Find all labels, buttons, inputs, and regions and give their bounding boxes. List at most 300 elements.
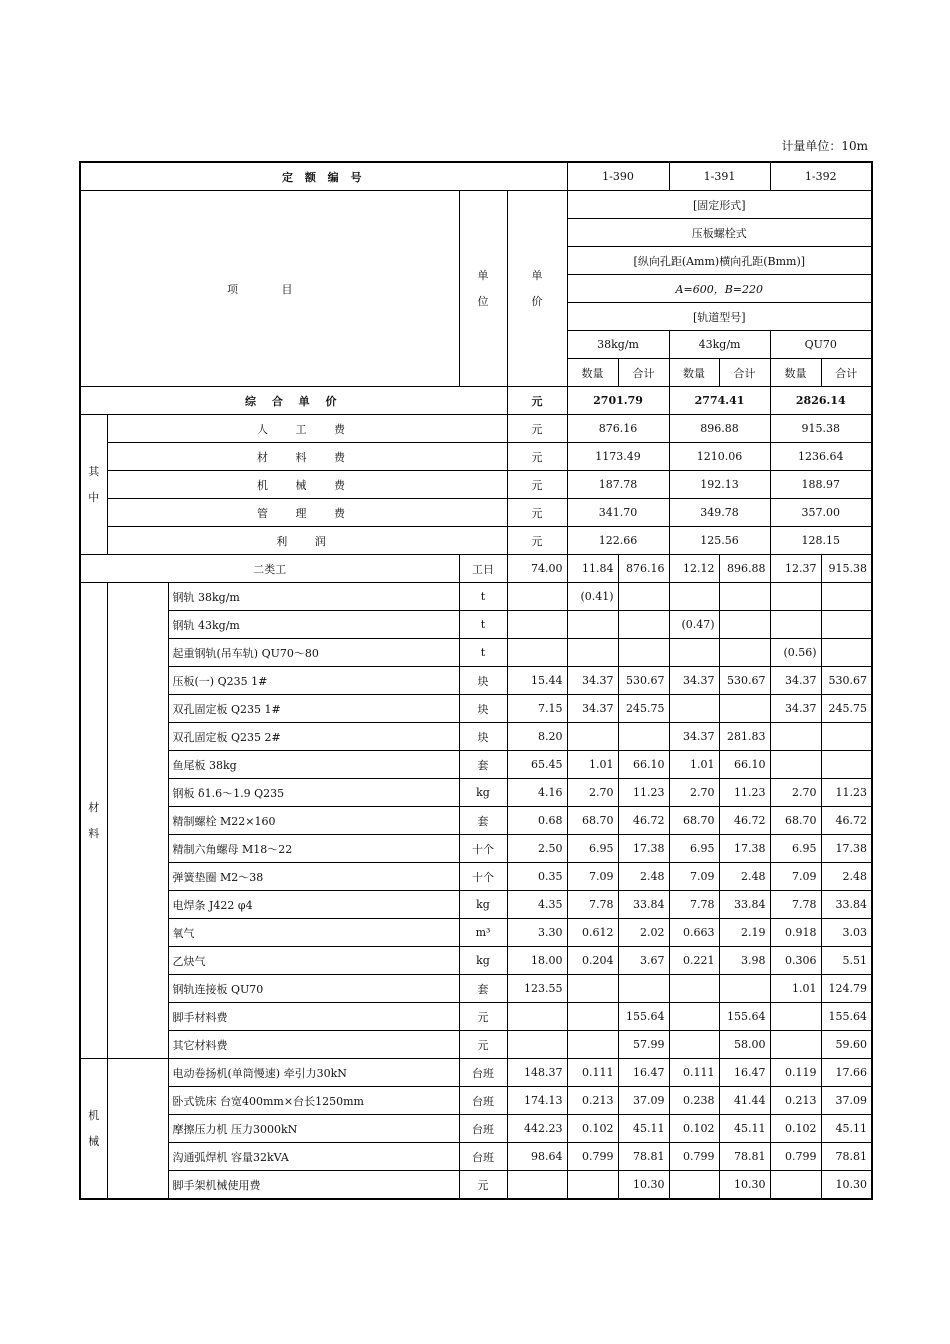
machinery-row [80,1115,872,1143]
materials-row [80,723,872,751]
sum-header: 合计 [719,359,770,387]
labor-cell: 876.16 [618,555,669,583]
materials-unit: 十个 [459,863,507,891]
materials-cell: 7.78 [567,891,618,919]
materials-unit: 元 [459,1031,507,1059]
materials-cell: 59.60 [821,1031,872,1059]
machinery-cell: 17.66 [821,1059,872,1087]
unit-header-char-1: 单 [477,268,489,282]
materials-name: 起重钢轨(吊车轨) QU70～80 [168,639,459,667]
qty-header: 数量 [770,359,821,387]
composite-price-row [80,387,872,415]
machinery-row [80,1171,872,1200]
machinery-cell: 0.799 [770,1143,821,1171]
materials-row [80,919,872,947]
materials-cell: 58.00 [719,1031,770,1059]
machinery-name: 脚手架机械使用费 [168,1171,459,1200]
materials-row [80,975,872,1003]
materials-unit: kg [459,891,507,919]
breakdown-row [80,471,872,499]
materials-cell [770,583,821,611]
materials-price: 18.00 [507,947,567,975]
quota-code-2: 1-391 [669,162,770,191]
materials-cell: 68.70 [770,807,821,835]
materials-cell: 530.67 [821,667,872,695]
materials-cell: 57.99 [618,1031,669,1059]
materials-name: 钢轨 43kg/m [168,611,459,639]
materials-name: 其它材料费 [168,1031,459,1059]
breakdown-category-char-1: 其 [88,464,100,478]
breakdown-name: 材 料 费 [107,443,507,471]
materials-cell [770,1003,821,1031]
materials-price [507,1003,567,1031]
breakdown-unit: 元 [507,443,567,471]
materials-cell: 2.70 [567,779,618,807]
form-label: [固定形式] [567,191,872,219]
materials-unit: 块 [459,723,507,751]
machinery-cell: 0.102 [669,1115,719,1143]
machinery-cell: 10.30 [618,1171,669,1200]
machinery-name: 卧式铣床 台宽400mm×台长1250mm [168,1087,459,1115]
machinery-unit: 台班 [459,1143,507,1171]
machinery-cell [567,1171,618,1200]
materials-category-char-1: 材 [88,800,100,814]
materials-cell: 66.10 [618,751,669,779]
materials-name: 精制六角螺母 M18～22 [168,835,459,863]
machinery-name: 沟通弧焊机 容量32kVA [168,1143,459,1171]
materials-cell [669,695,719,723]
machinery-cell: 0.799 [669,1143,719,1171]
machinery-cell [669,1171,719,1200]
materials-cell: 17.38 [719,835,770,863]
materials-row [80,1031,872,1059]
materials-unit: m³ [459,919,507,947]
materials-row [80,891,872,919]
materials-cell: 34.37 [669,723,719,751]
materials-cell: 530.67 [618,667,669,695]
unit-header [459,191,507,387]
breakdown-value: 341.70 [567,499,669,527]
machinery-cell: 45.11 [719,1115,770,1143]
materials-cell: 1.01 [770,975,821,1003]
materials-cell: 7.09 [770,863,821,891]
materials-cell: (0.47) [669,611,719,639]
machinery-category-char-2: 械 [88,1134,100,1148]
materials-cell: 68.70 [567,807,618,835]
materials-row [80,835,872,863]
breakdown-value: 188.97 [770,471,872,499]
composite-price-1: 2701.79 [567,387,669,415]
materials-name: 钢轨连接板 QU70 [168,975,459,1003]
materials-cell: 7.09 [669,863,719,891]
materials-cell [567,611,618,639]
materials-cell: 0.306 [770,947,821,975]
materials-name: 氧气 [168,919,459,947]
materials-cell: (0.41) [567,583,618,611]
materials-cell [719,639,770,667]
materials-unit: t [459,611,507,639]
materials-row [80,667,872,695]
materials-cell: 0.612 [567,919,618,947]
materials-cell: 11.23 [821,779,872,807]
materials-cell: 34.37 [770,667,821,695]
labor-unit: 工日 [459,555,507,583]
materials-name: 鱼尾板 38kg [168,751,459,779]
breakdown-value: 1236.64 [770,443,872,471]
materials-cell: 6.95 [770,835,821,863]
materials-name: 乙炔气 [168,947,459,975]
materials-cell [821,583,872,611]
materials-name: 压板(一) Q235 1# [168,667,459,695]
materials-category-char-2: 料 [88,826,100,840]
materials-unit: kg [459,947,507,975]
machinery-cell: 78.81 [719,1143,770,1171]
materials-cell: 46.72 [618,807,669,835]
machinery-price [507,1171,567,1200]
labor-cell: 896.88 [719,555,770,583]
materials-cell: 6.95 [567,835,618,863]
rail-type-3: QU70 [770,331,872,359]
materials-unit: t [459,583,507,611]
rail-type-1: 38kg/m [567,331,669,359]
materials-cell: 3.67 [618,947,669,975]
breakdown-value: 192.13 [669,471,770,499]
materials-cell: 6.95 [669,835,719,863]
sum-header: 合计 [821,359,872,387]
materials-cell: 281.83 [719,723,770,751]
machinery-price: 148.37 [507,1059,567,1087]
materials-cell: 7.78 [770,891,821,919]
materials-cell: 530.67 [719,667,770,695]
materials-cell: 17.38 [618,835,669,863]
spacing-label: [纵向孔距(Amm)横向孔距(Bmm)] [567,247,872,275]
materials-cell: 33.84 [719,891,770,919]
quota-number-label: 定 额 编 号 [80,162,567,191]
spacing-value: A=600，B=220 [567,275,872,303]
machinery-unit: 台班 [459,1059,507,1087]
machinery-cell: 16.47 [618,1059,669,1087]
breakdown-value: 349.78 [669,499,770,527]
materials-price [507,639,567,667]
price-header-char-2: 价 [531,294,543,308]
materials-cell [567,1031,618,1059]
quota-table-body [80,162,872,1199]
materials-cell [618,583,669,611]
materials-cell: 245.75 [618,695,669,723]
materials-name: 钢板 δ1.6～1.9 Q235 [168,779,459,807]
materials-price [507,583,567,611]
item-label: 项 目 [227,282,313,296]
machinery-price: 174.13 [507,1087,567,1115]
materials-unit: 套 [459,807,507,835]
materials-cell [567,723,618,751]
quota-code-row [80,162,872,191]
machinery-cell: 0.102 [770,1115,821,1143]
materials-cell: 5.51 [821,947,872,975]
machinery-cell [770,1171,821,1200]
materials-cell [770,723,821,751]
qty-header: 数量 [669,359,719,387]
materials-cell: 34.37 [669,667,719,695]
materials-name: 电焊条 J422 φ4 [168,891,459,919]
materials-cell [618,723,669,751]
materials-cell: 3.03 [821,919,872,947]
machinery-cell: 0.111 [669,1059,719,1087]
machinery-cell: 0.213 [567,1087,618,1115]
labor-row [80,555,872,583]
materials-cell: 155.64 [719,1003,770,1031]
rail-label: [轨道型号] [567,303,872,331]
materials-cell [669,975,719,1003]
materials-cell [719,695,770,723]
breakdown-category-char-2: 中 [88,490,100,504]
materials-unit: 块 [459,695,507,723]
composite-price-unit: 元 [507,387,567,415]
machinery-cell: 0.799 [567,1143,618,1171]
materials-cell [669,639,719,667]
breakdown-value: 128.15 [770,527,872,555]
materials-cell: 68.70 [669,807,719,835]
machinery-category [80,1059,107,1200]
machinery-row [80,1143,872,1171]
materials-row [80,1003,872,1031]
breakdown-unit: 元 [507,471,567,499]
materials-cell [821,723,872,751]
breakdown-value: 187.78 [567,471,669,499]
materials-cell: 34.37 [770,695,821,723]
machinery-unit: 台班 [459,1115,507,1143]
composite-price-label: 综 合 单 价 [80,387,507,415]
breakdown-value: 125.56 [669,527,770,555]
materials-unit: kg [459,779,507,807]
machinery-cell: 0.111 [567,1059,618,1087]
machinery-cell: 10.30 [719,1171,770,1200]
materials-price [507,1031,567,1059]
materials-cell [719,583,770,611]
materials-row [80,611,872,639]
materials-cell: 1.01 [669,751,719,779]
materials-row [80,947,872,975]
sum-header: 合计 [618,359,669,387]
breakdown-row [80,499,872,527]
machinery-unit: 台班 [459,1087,507,1115]
materials-cell [821,751,872,779]
materials-cell: 155.64 [821,1003,872,1031]
machinery-cell: 41.44 [719,1087,770,1115]
breakdown-value: 915.38 [770,415,872,443]
materials-cell [618,639,669,667]
materials-cell: 34.37 [567,667,618,695]
materials-cell [618,611,669,639]
rail-type-2: 43kg/m [669,331,770,359]
materials-cell: 33.84 [618,891,669,919]
machinery-cell: 37.09 [618,1087,669,1115]
materials-row [80,807,872,835]
unit-header-char-2: 位 [477,294,489,308]
materials-price: 2.50 [507,835,567,863]
measurement-unit-note: 计量单位：10m [781,139,868,153]
labor-price: 74.00 [507,555,567,583]
materials-cell: 1.01 [567,751,618,779]
breakdown-unit: 元 [507,527,567,555]
breakdown-row [80,415,872,443]
machinery-price: 98.64 [507,1143,567,1171]
materials-price: 8.20 [507,723,567,751]
machinery-cell: 10.30 [821,1171,872,1200]
breakdown-value: 122.66 [567,527,669,555]
machinery-name: 摩擦压力机 压力3000kN [168,1115,459,1143]
machinery-cell: 45.11 [618,1115,669,1143]
labor-cell: 11.84 [567,555,618,583]
materials-price: 0.68 [507,807,567,835]
materials-row [80,639,872,667]
breakdown-name: 人 工 费 [107,415,507,443]
materials-cell: 2.19 [719,919,770,947]
price-header [507,191,567,387]
quota-code-1: 1-390 [567,162,669,191]
breakdown-value: 357.00 [770,499,872,527]
materials-cell: 33.84 [821,891,872,919]
machinery-cell: 0.119 [770,1059,821,1087]
materials-unit: 十个 [459,835,507,863]
materials-cell [821,611,872,639]
breakdown-row [80,443,872,471]
breakdown-unit: 元 [507,415,567,443]
labor-cell: 915.38 [821,555,872,583]
materials-cell: 124.79 [821,975,872,1003]
labor-cell: 12.37 [770,555,821,583]
machinery-category-char-1: 机 [88,1108,100,1122]
materials-row [80,779,872,807]
machinery-cell: 45.11 [821,1115,872,1143]
materials-price: 123.55 [507,975,567,1003]
quota-table [79,161,873,1200]
breakdown-name: 管 理 费 [107,499,507,527]
materials-cell: 0.221 [669,947,719,975]
materials-row [80,751,872,779]
materials-cell: 0.918 [770,919,821,947]
machinery-cell: 16.47 [719,1059,770,1087]
materials-cell [719,611,770,639]
materials-unit: 套 [459,975,507,1003]
materials-price: 15.44 [507,667,567,695]
materials-category [80,583,107,1059]
header-form-label-row [80,191,872,219]
materials-cell: 2.70 [669,779,719,807]
breakdown-value: 896.88 [669,415,770,443]
materials-cell: 7.09 [567,863,618,891]
item-header [80,191,459,387]
materials-cell [567,975,618,1003]
materials-cell: 2.48 [719,863,770,891]
materials-row [80,863,872,891]
machinery-cell: 0.238 [669,1087,719,1115]
materials-cell [770,611,821,639]
composite-price-2: 2774.41 [669,387,770,415]
materials-price: 0.35 [507,863,567,891]
materials-cell: 34.37 [567,695,618,723]
materials-cell [669,583,719,611]
breakdown-name: 利 润 [107,527,507,555]
breakdown-category [80,415,107,555]
materials-name: 弹簧垫圈 M2～38 [168,863,459,891]
breakdown-name: 机 械 费 [107,471,507,499]
materials-cell [567,1003,618,1031]
materials-cell [821,639,872,667]
machinery-cell: 78.81 [821,1143,872,1171]
machinery-row [80,1059,872,1087]
labor-cell: 12.12 [669,555,719,583]
materials-cell: 46.72 [719,807,770,835]
materials-spacer [107,583,168,1059]
materials-unit: 元 [459,1003,507,1031]
materials-name: 精制螺栓 M22×160 [168,807,459,835]
machinery-cell: 37.09 [821,1087,872,1115]
materials-cell: 245.75 [821,695,872,723]
machinery-name: 电动卷扬机(单筒慢速) 牵引力30kN [168,1059,459,1087]
machinery-cell: 0.213 [770,1087,821,1115]
materials-cell: (0.56) [770,639,821,667]
materials-price: 4.35 [507,891,567,919]
quota-code-3: 1-392 [770,162,872,191]
materials-cell: 11.23 [618,779,669,807]
machinery-cell: 78.81 [618,1143,669,1171]
materials-name: 钢轨 38kg/m [168,583,459,611]
form-value: 压板螺栓式 [567,219,872,247]
machinery-price: 442.23 [507,1115,567,1143]
machinery-unit: 元 [459,1171,507,1200]
materials-cell [669,1031,719,1059]
materials-row [80,695,872,723]
materials-unit: t [459,639,507,667]
materials-cell: 46.72 [821,807,872,835]
composite-price-3: 2826.14 [770,387,872,415]
materials-cell [618,975,669,1003]
materials-name: 双孔固定板 Q235 2# [168,723,459,751]
materials-cell [770,1031,821,1059]
materials-unit: 套 [459,751,507,779]
materials-name: 脚手材料费 [168,1003,459,1031]
machinery-spacer [107,1059,168,1200]
materials-unit: 块 [459,667,507,695]
materials-cell: 2.48 [618,863,669,891]
machinery-cell: 0.102 [567,1115,618,1143]
materials-row [80,583,872,611]
materials-cell: 0.663 [669,919,719,947]
materials-cell [669,1003,719,1031]
breakdown-value: 1210.06 [669,443,770,471]
materials-cell: 11.23 [719,779,770,807]
price-header-char-1: 单 [531,268,543,282]
materials-price: 4.16 [507,779,567,807]
materials-cell: 2.70 [770,779,821,807]
labor-name: 二类工 [80,555,459,583]
machinery-row [80,1087,872,1115]
breakdown-unit: 元 [507,499,567,527]
materials-price: 7.15 [507,695,567,723]
materials-cell: 3.98 [719,947,770,975]
materials-cell: 66.10 [719,751,770,779]
materials-cell: 2.48 [821,863,872,891]
materials-cell [770,751,821,779]
breakdown-value: 876.16 [567,415,669,443]
materials-price: 3.30 [507,919,567,947]
materials-name: 双孔固定板 Q235 1# [168,695,459,723]
breakdown-row [80,527,872,555]
materials-cell [719,975,770,1003]
qty-header: 数量 [567,359,618,387]
materials-price: 65.45 [507,751,567,779]
